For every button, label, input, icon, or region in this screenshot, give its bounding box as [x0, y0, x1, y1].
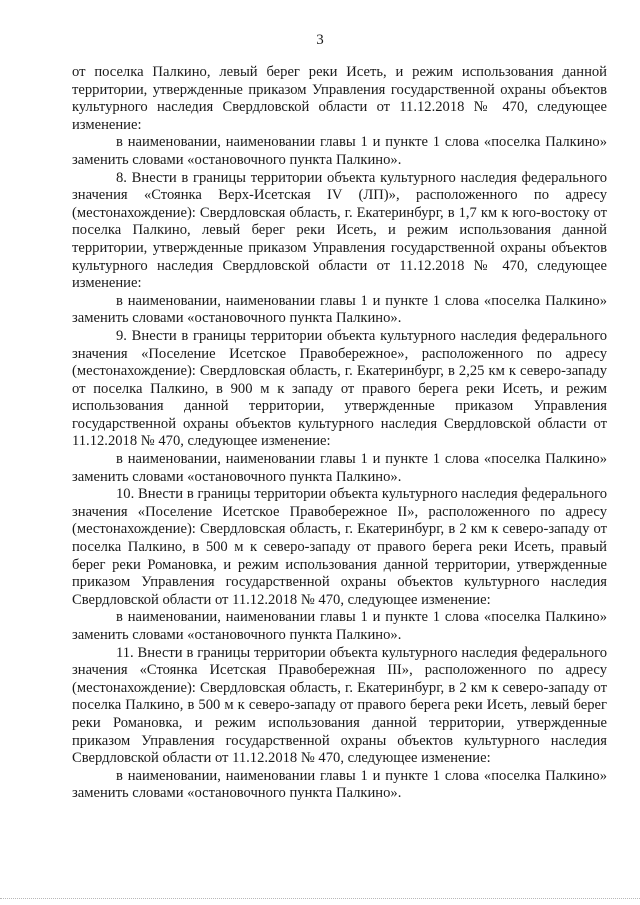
paragraph-item-8: 8. Внести в границы территории объекта культурного наследия федерального значения «Стоянка Верх-Исетская IV (ЛП)», расположенного по адресу (местонахождение): Свердловская область, г. Екатеринбург, в 1,7 км к юго-востоку от поселка Палкино, левый берег реки Исеть, и режим использования данной территории, утвержденные приказом Управления государственной охраны объектов культурного наследия Свердловской области от 11.12.2018 № 470, следующее изменение: — [72, 169, 607, 292]
paragraph-intro-continuation: от поселка Палкино, левый берег реки Исеть, и режим использования данной территории, утвержденные приказом Управления государственной охраны объектов культурного наследия Свердловской области от 11.12.2018 № 470, следующее изменение: — [72, 64, 607, 133]
paragraph-item-11-change: в наименовании, наименовании главы 1 и пункте 1 слова «поселка Палкино» заменить словами «остановочного пункта Палкино». — [72, 767, 607, 802]
paragraph-item-10-change: в наименовании, наименовании главы 1 и пункте 1 слова «поселка Палкино» заменить словами «остановочного пункта Палкино». — [72, 609, 607, 643]
paragraph-item-9: 9. Внести в границы территории объекта культурного наследия федерального значения «Поселение Исетское Правобережное», расположенного по адресу (местонахождение): Свердловская область, г. Екатеринбург, в 2,25 км к северо-западу от поселка Палкино, в 900 м к западу от правого берега реки Исеть, и режим использования данной территории, утвержденные приказом Управления государственной охраны объектов культурного наследия Свердловской области от 11.12.2018 № 470, следующее изменение: — [72, 327, 607, 450]
paragraph-item-11: 11. Внести в границы территории объекта культурного наследия федерального значения «Стоянка Исетская Правобережная III», расположенного по адресу (местонахождение): Свердловская область, г. Екатеринбург, в 2 км к северо-западу от поселка Палкино, в 500 м к северо-западу от правого берега реки Исеть, левый берег реки Романовка, и режим использования данной территории, утвержденные приказом Управления государственной охраны объектов культурного наследия Свердловской области от 11.12.2018 № 470, следующее изменение: — [72, 644, 607, 767]
paragraph-item-10: 10. Внести в границы территории объекта культурного наследия федерального значения «Поселение Исетское Правобережное II», расположенного по адресу (местонахождение): Свердловская область, г. Екатеринбург, в 2 км к северо-западу от поселка Палкино, в 500 м к северо-западу от правого берега реки Исеть, правый берег реки Романовка, и режим использования данной территории, утвержденные приказом Управления государственной охраны объектов культурного наследия Свердловской области от 11.12.2018 № 470, следующее изменение: — [72, 486, 607, 608]
page-number: 3 — [316, 32, 324, 48]
paragraph-item-8-change: в наименовании, наименовании главы 1 и пункте 1 слова «поселка Палкино» заменить словами «остановочного пункта Палкино». — [72, 292, 607, 327]
document-body — [72, 64, 607, 803]
paragraph-item-9-change: в наименовании, наименовании главы 1 и пункте 1 слова «поселка Палкино» заменить словами «остановочного пункта Палкино». — [72, 451, 607, 485]
paragraph-intro-change: в наименовании, наименовании главы 1 и пункте 1 слова «поселка Палкино» заменить словами «остановочного пункта Палкино». — [72, 134, 607, 168]
scan-edge-divider — [0, 898, 640, 899]
